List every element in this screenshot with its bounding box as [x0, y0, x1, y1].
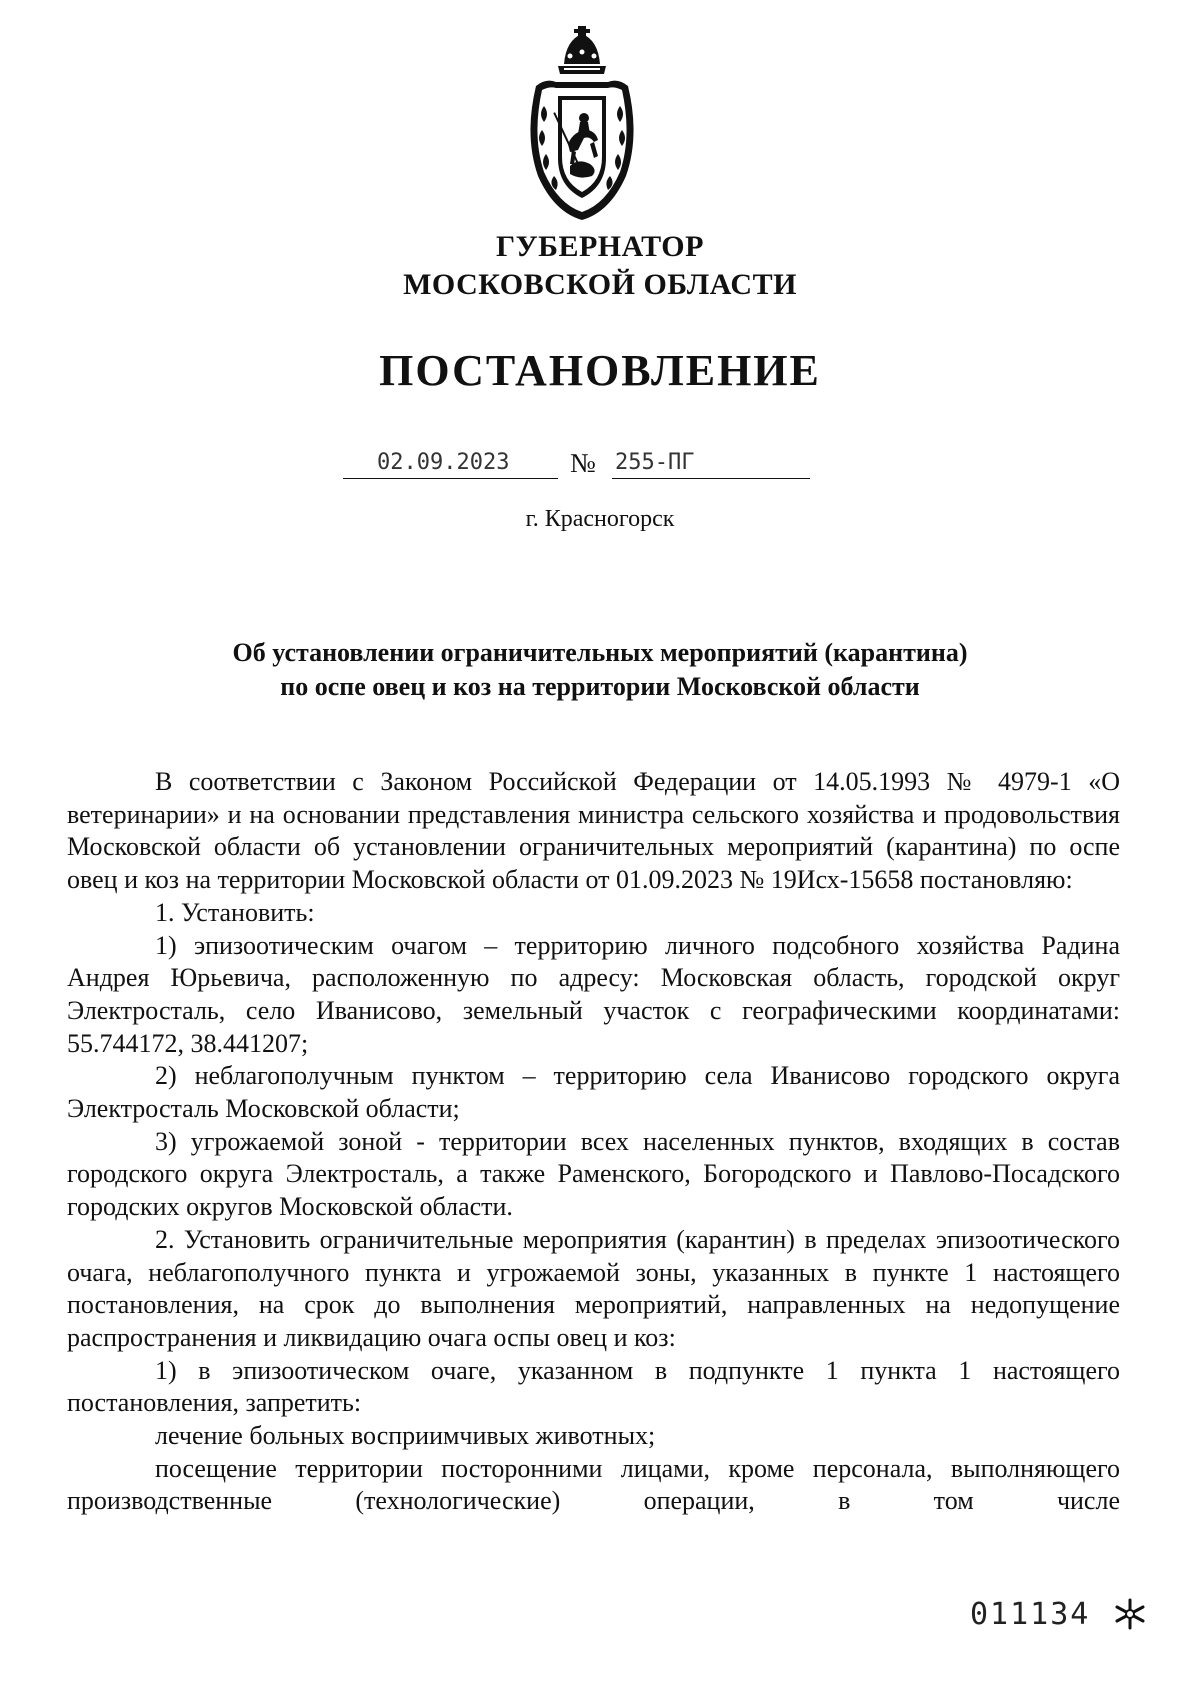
clause-2-1: 1) в эпизоотическом очаге, указанном в подпункте 1 пункта 1 настоящего постановления, запретить: [67, 1355, 1120, 1418]
org-name-line1: ГУБЕРНАТОР [496, 230, 704, 263]
clause-1-2: 2) неблагополучным пунктом – территорию села Иванисово городского округа Электросталь Московской области; [67, 1061, 1120, 1124]
serial-number: 011134 [970, 1597, 1091, 1632]
clause-1-3: 3) угрожаемой зоной - территории всех населенных пунктов, входящих в состав городского округа Электросталь, а также Раменского, Богородского и Павлово-Посадского городских округов Московской области. [67, 1126, 1120, 1222]
document-body [67, 766, 1120, 1518]
preamble: В соответствии с Законом Российской Федерации от 14.05.1993 № 4979-1 «О ветеринарии» и на основании представления министра сельского хозяйства и продовольствия Московской области об установлении ограничительных мероприятий (карантина) по оспе овец и коз на территории Московской области от 01.09.2023 № 19Исх-15658 постановляю: [67, 767, 1120, 895]
clause-2-1-b: посещение территории посторонними лицами, кроме персонала, выполняющего производственные (технологические) операции, в том числе [67, 1453, 1120, 1516]
document-title-line2: по оспе овец и коз на территории Московской области [280, 672, 920, 701]
document-number: 255-ПГ [615, 450, 695, 475]
org-name-line2: МОСКОВСКОЙ ОБЛАСТИ [403, 268, 797, 301]
clause-1-1: 1) эпизоотическим очагом – территорию личного подсобного хозяйства Радина Андрея Юрьевича, расположенную по адресу: Московская область, городской округ Электросталь, село Иванисово, земельный участок с географическими координатами: 55.744172, 38.441207; [67, 930, 1120, 1058]
number-sign: № [570, 448, 596, 478]
document-title-line1: Об установлении ограничительных мероприятий (карантина) [232, 638, 968, 667]
clause-2: 2. Установить ограничительные мероприятия (карантин) в пределах эпизоотического очага, неблагополучного пункта и угрожаемой зоны, указанных в пункте 1 настоящего постановления, на срок до выполнения мероприятий, направленных на недопущение распространения и ликвидацию очага оспы овец и коз: [67, 1224, 1120, 1352]
document-date: 02.09.2023 [377, 450, 510, 475]
clause-2-1-a: лечение больных восприимчивых животных; [155, 1421, 656, 1451]
document-type: ПОСТАНОВЛЕНИЕ [379, 346, 821, 395]
moscow-oblast-coat-of-arms-icon [518, 26, 646, 222]
clause-1: 1. Установить: [155, 897, 315, 927]
asterisk-mark-icon [1113, 1597, 1147, 1631]
city: г. Красногорск [525, 506, 675, 532]
